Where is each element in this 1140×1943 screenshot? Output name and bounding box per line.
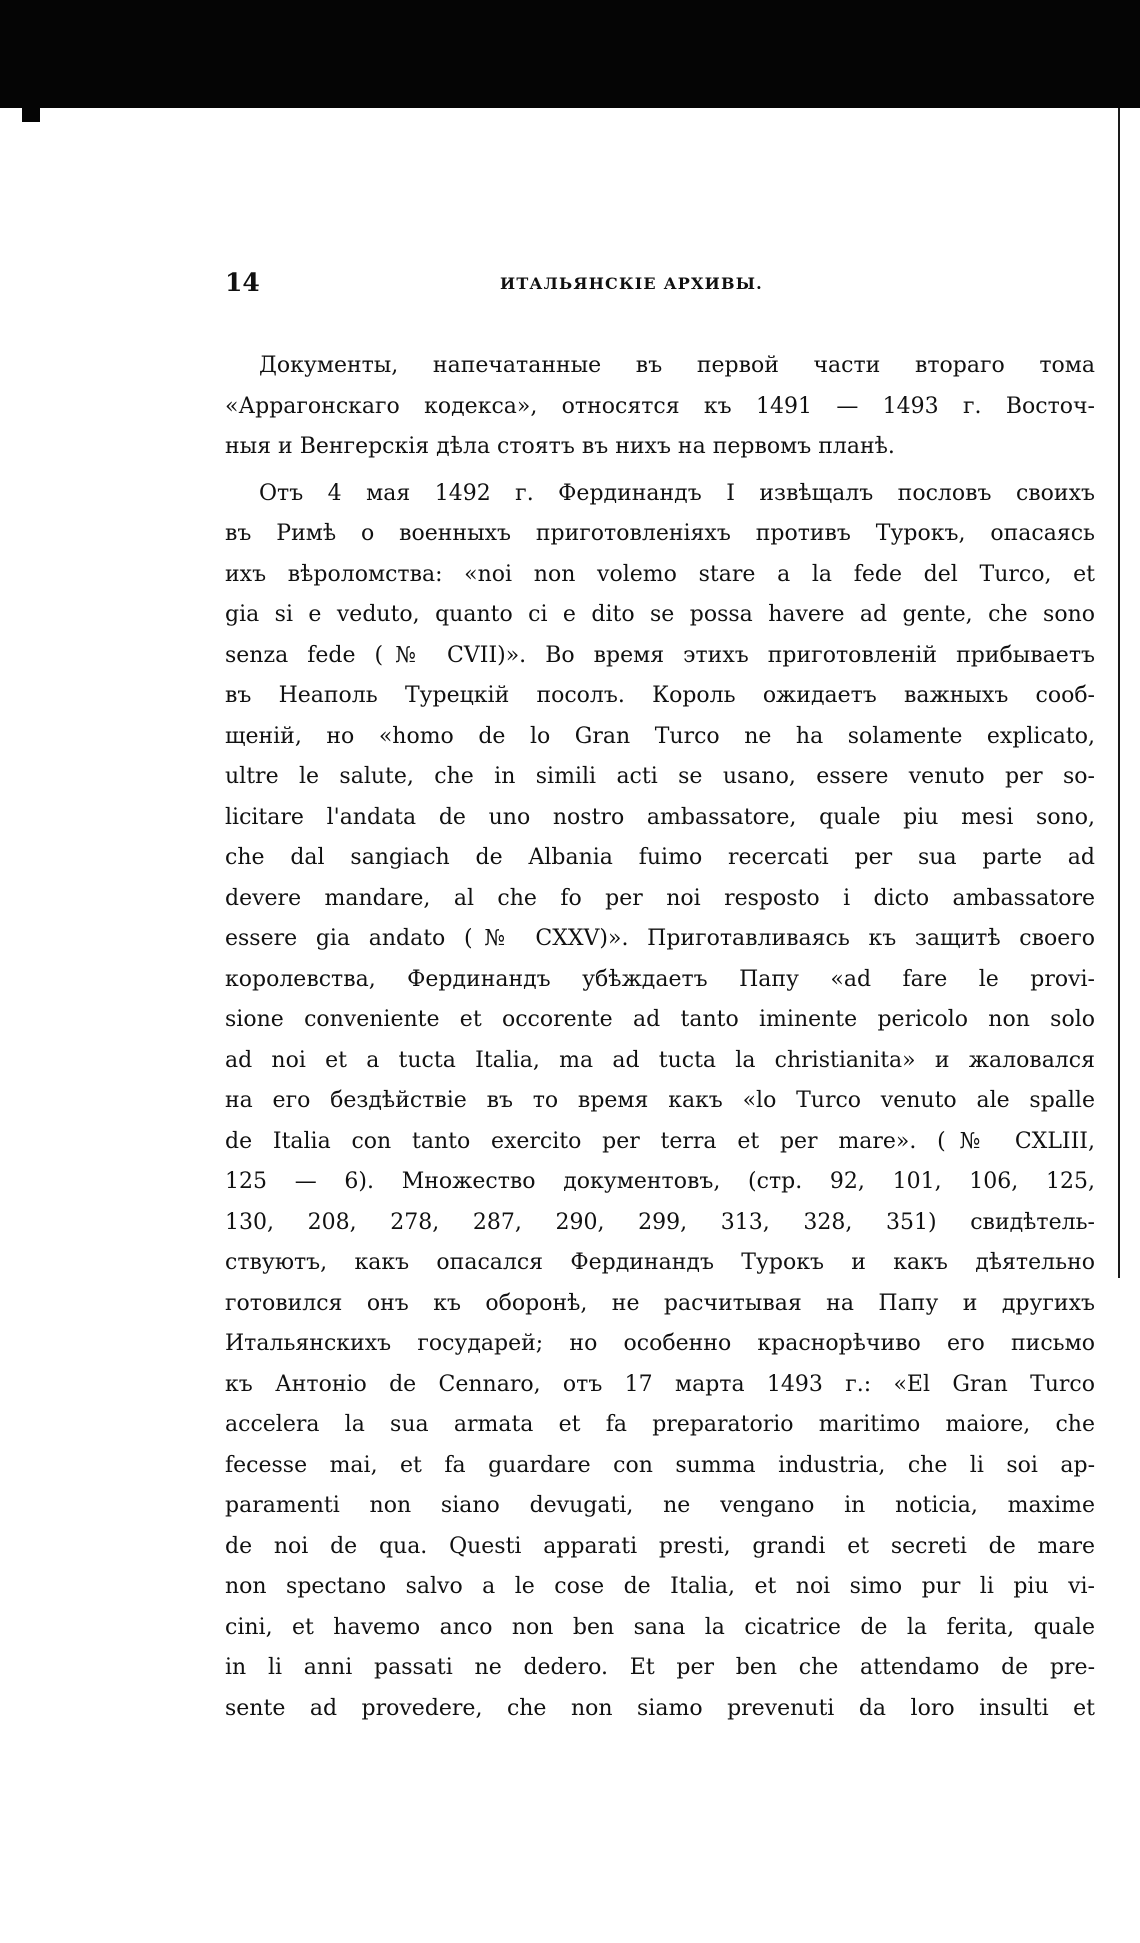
text-line: ad noi et a tucta Italia, ma ad tucta la christianita» и жаловался (225, 1047, 1095, 1073)
body-text (225, 346, 1095, 1729)
text-line: licitare l'andata de uno nostro ambassatore, quale piu mesi sono, (225, 804, 1095, 830)
text-line: готовился онъ къ оборонѣ, не расчитывая на Папу и другихъ (225, 1290, 1095, 1316)
text-line: ихъ вѣроломства: «noi non volemo stare a la fede del Turco, et (225, 561, 1095, 587)
text-line: de Italia con tanto exercito per terra et per mare». (№ CXLIII, (225, 1128, 1095, 1154)
text-line: che dal sangiach de Albania fuimo recercati per sua parte ad (225, 845, 1095, 870)
text-line: ныя и Венгерскiя дѣла стоятъ въ нихъ на первомъ планѣ. (225, 434, 895, 459)
text-line: на его бездѣйствiе въ то время какъ «lo Turco venuto ale spalle (225, 1088, 1095, 1113)
text-line: ствуютъ, какъ опасался Фердинандъ Турокъ и какъ дѣятельно (225, 1250, 1095, 1275)
text-line: essere gia andato (№ CXXV)». Приготавливаясь къ защитѣ своего (225, 926, 1095, 951)
text-line: senza fede (№ CVII)». Во время этихъ приготовленiй прибываетъ (225, 642, 1095, 668)
text-line: de noi de qua. Questi apparati presti, grandi et secreti de mare (225, 1533, 1095, 1559)
text-line: devere mandare, al che fo per noi resposto i dicto ambassatore (225, 885, 1095, 911)
text-line: щенiй, но «homo de lo Gran Turco ne ha solamente explicato, (225, 723, 1095, 749)
text-line: fecesse mai, et fa guardare con summa industria, che li soi ap- (225, 1452, 1095, 1478)
text-line: королевства, Фердинандъ убѣждаетъ Папу «ad fare le provi- (225, 966, 1095, 992)
text-line: non spectano salvo a le cose de Italia, et noi simo pur li piu vi- (225, 1574, 1095, 1599)
running-title: ИТАЛЬЯНСКIЕ АРХИВЫ. (500, 274, 763, 293)
paragraph-1 (225, 346, 1095, 468)
text-line: 125 — 6). Множество документовъ, (стр. 92, 101, 106, 125, (225, 1169, 1095, 1194)
text-line: Документы, напечатанные въ первой части втораго тома (259, 353, 1095, 378)
text-line: ultre le salute, che in simili acti se usano, essere venuto per so- (225, 764, 1095, 789)
text-line: 130, 208, 278, 287, 290, 299, 313, 328, 351) свидѣтель- (225, 1209, 1095, 1235)
scan-border-top (0, 0, 1140, 108)
text-line: въ Римѣ о военныхъ приготовленiяхъ противъ Турокъ, опасаясь (225, 521, 1095, 546)
text-line: «Аррагонскаго кодекса», относятся къ 1491 — 1493 г. Восточ- (225, 393, 1095, 419)
text-line: Итальянскихъ государей; но особенно краснорѣчиво его письмо (225, 1331, 1095, 1356)
scan-artifact (22, 108, 40, 122)
text-line: accelera la sua armata et fa preparatorio maritimo maiore, che (225, 1412, 1095, 1437)
text-line: къ Антонiо de Cennaro, отъ 17 марта 1493 г.: «El Gran Turco (225, 1371, 1095, 1397)
text-line: въ Неаполь Турецкiй посолъ. Король ожидаетъ важныхъ сооб- (225, 683, 1095, 708)
page-number: 14 (225, 268, 260, 297)
text-line: gia si e veduto, quanto ci e dito se possa havere ad gente, che sono (225, 602, 1095, 627)
scan-border-right (1118, 108, 1120, 1278)
text-line: cini, et havemo anco non ben sana la cicatrice de la ferita, quale (225, 1614, 1095, 1640)
text-line: paramenti non siano devugati, ne vengano in noticia, maxime (225, 1493, 1095, 1518)
paragraph-2 (225, 474, 1095, 1730)
text-line: in li anni passati ne dedero. Et per ben che attendamo de pre- (225, 1655, 1095, 1680)
text-line: Отъ 4 мая 1492 г. Фердинандъ I извѣщалъ пословъ своихъ (259, 480, 1095, 506)
text-line: sione conveniente et occorente ad tanto iminente pericolo non solo (225, 1007, 1095, 1032)
text-line: sente ad provedere, che non siamo prevenuti da loro insulti et (225, 1695, 1095, 1721)
page-header (225, 268, 1095, 308)
